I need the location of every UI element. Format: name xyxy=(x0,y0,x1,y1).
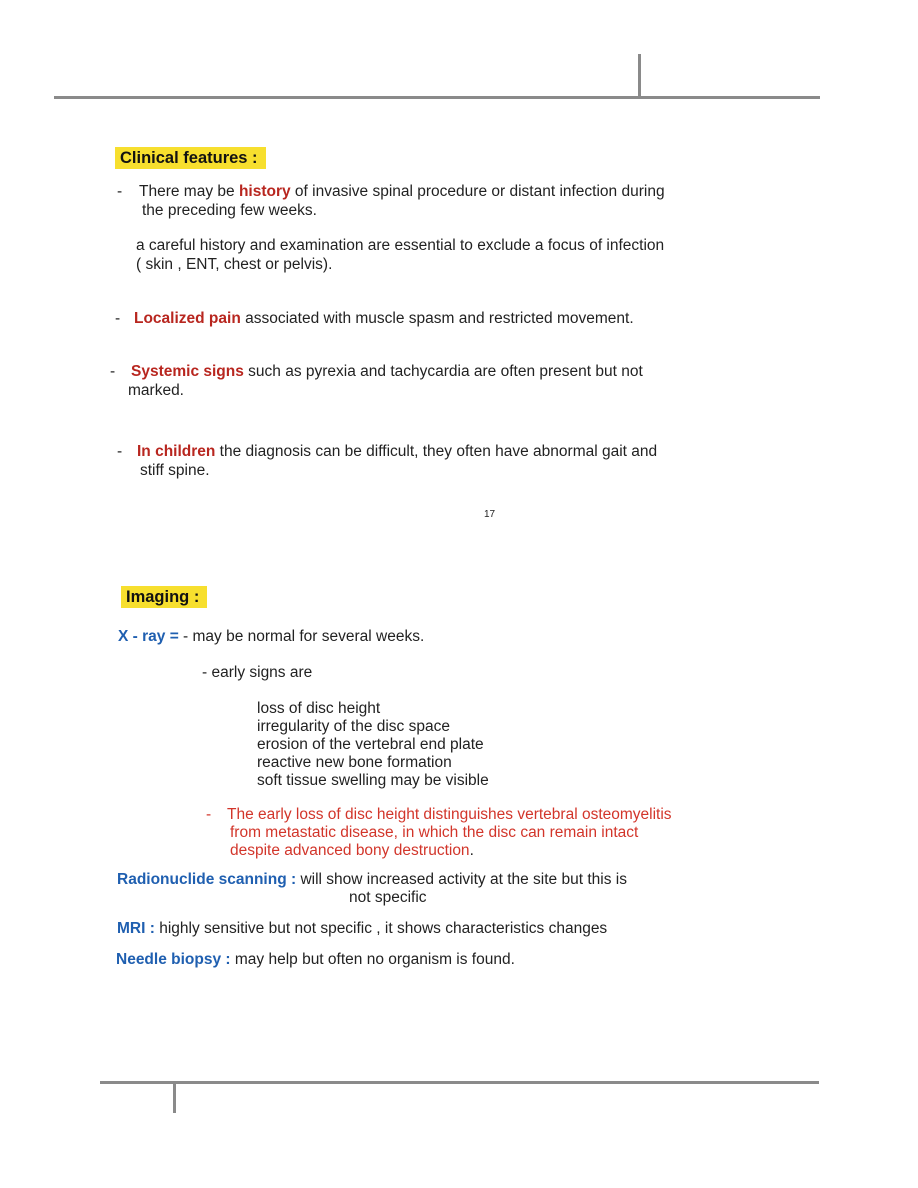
bullet-in-children: In children the diagnosis can be difficult, they often have abnormal gait and xyxy=(137,443,658,460)
bullet-systemic-signs-line2: marked. xyxy=(128,382,184,399)
bullet-dash: - xyxy=(117,443,123,460)
early-sign-item: loss of disc height xyxy=(257,700,381,717)
clinical-features-heading: Clinical features : xyxy=(115,147,266,169)
early-sign-item: soft tissue swelling may be visible xyxy=(257,772,489,789)
mri-label: MRI : xyxy=(117,920,155,937)
needle-biopsy-label: Needle biopsy : xyxy=(116,951,231,968)
xray-label: X - ray = xyxy=(118,628,179,645)
radionuclide-label: Radionuclide scanning : xyxy=(117,871,297,888)
header-rule xyxy=(54,96,820,99)
bullet-dash: - xyxy=(115,310,121,327)
keyword-systemic-signs: Systemic signs xyxy=(131,363,244,380)
early-sign-item: reactive new bone formation xyxy=(257,754,452,771)
disc-height-note-line2: from metastatic disease, in which the disc can remain intact xyxy=(230,824,639,841)
page-number: 17 xyxy=(484,509,496,520)
bullet-dash: - xyxy=(117,183,123,200)
header-vertical-rule xyxy=(638,54,641,98)
history-note-line1: a careful history and examination are essential to exclude a focus of infection xyxy=(136,237,665,254)
early-signs-label: - early signs are xyxy=(202,664,313,681)
footer-rule xyxy=(100,1081,819,1084)
disc-height-note-line1: The early loss of disc height distinguishes vertebral osteomyelitis xyxy=(227,806,672,823)
disc-height-note-line3: despite advanced bony destruction. xyxy=(230,842,474,859)
bullet-history-line2: the preceding few weeks. xyxy=(142,202,317,219)
needle-biopsy-line: Needle biopsy : may help but often no organism is found. xyxy=(116,951,515,968)
keyword-in-children: In children xyxy=(137,443,216,460)
bullet-history: There may be history of invasive spinal procedure or distant infection during xyxy=(139,183,665,200)
imaging-heading: Imaging : xyxy=(121,586,207,608)
radionuclide-line: Radionuclide scanning : will show increased activity at the site but this is xyxy=(117,871,627,888)
keyword-history: history xyxy=(238,183,291,200)
early-sign-item: erosion of the vertebral end plate xyxy=(257,736,484,753)
radionuclide-line2: not specific xyxy=(349,889,427,906)
footer-vertical-rule xyxy=(173,1081,176,1113)
early-sign-item: irregularity of the disc space xyxy=(257,718,450,735)
xray-line: X - ray = - may be normal for several weeks. xyxy=(118,628,425,645)
keyword-localized-pain: Localized pain xyxy=(134,310,241,327)
bullet-dash: - xyxy=(110,363,116,380)
bullet-in-children-line2: stiff spine. xyxy=(140,462,210,479)
history-note-line2: ( skin , ENT, chest or pelvis). xyxy=(136,256,333,273)
bullet-systemic-signs: Systemic signs such as pyrexia and tachycardia are often present but not xyxy=(131,363,643,380)
mri-line: MRI : highly sensitive but not specific , it shows characteristics changes xyxy=(117,920,608,937)
bullet-localized-pain: Localized pain associated with muscle spasm and restricted movement. xyxy=(134,310,634,327)
note-dash: - xyxy=(206,806,212,823)
